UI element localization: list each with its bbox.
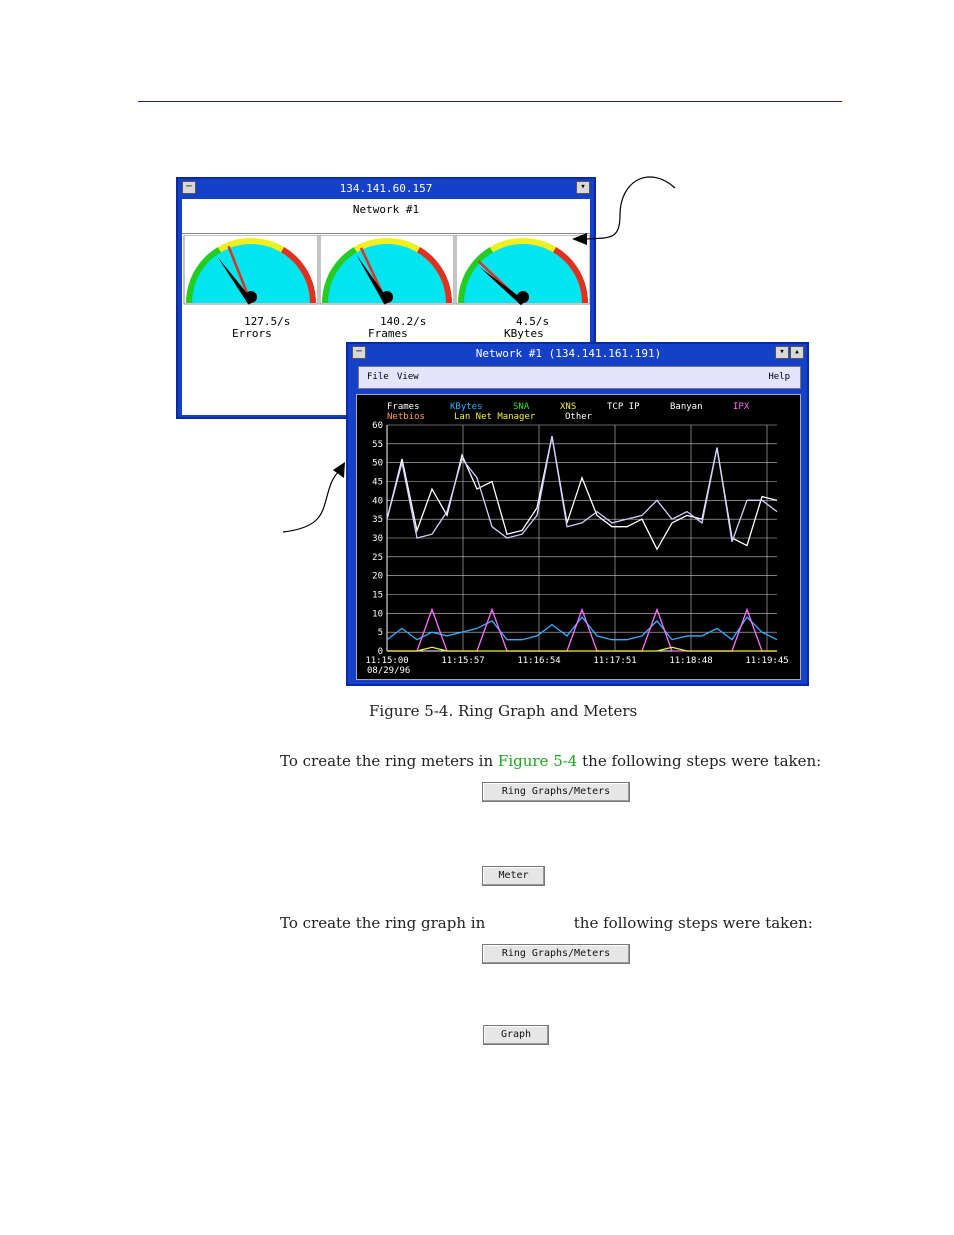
y-tick-label: 25	[372, 552, 383, 563]
y-tick-label: 40	[372, 496, 383, 507]
meter-window-title: 134.141.60.157	[339, 182, 433, 195]
x-tick-label: 11:15:57	[441, 656, 485, 666]
x-tick-label: 11:15:00	[365, 656, 409, 666]
date-label: 08/29/96	[367, 666, 411, 676]
series-line-kbytes	[387, 617, 777, 640]
legend-item: Other	[565, 412, 593, 422]
menu-bar	[358, 366, 801, 389]
gauge-frames-label: Frames	[368, 327, 408, 340]
legend-item: SNA	[513, 402, 530, 412]
gauge-kbytes-value: 4.5/s	[516, 315, 550, 328]
graph-window	[346, 342, 809, 686]
callout-arrowhead-meters	[572, 233, 587, 245]
x-tick-label: 11:19:45	[745, 656, 789, 666]
ring-graphs-meters-button[interactable]: Ring Graphs/Meters	[482, 782, 630, 802]
y-tick-label: 0	[377, 647, 383, 657]
graph-panel	[356, 394, 801, 680]
y-tick-label: 50	[372, 458, 383, 469]
y-tick-label: 20	[372, 571, 383, 582]
gauge-errors-label: Errors	[232, 327, 272, 340]
para1-text-before: To create the ring meters in	[280, 752, 498, 770]
x-tick-label: 11:18:48	[669, 656, 713, 666]
legend-item: Frames	[387, 402, 420, 412]
minimize-button[interactable]: ▾	[576, 181, 590, 194]
gauge-errors-value: 127.5/s	[244, 315, 291, 328]
callout-arrow-graph	[283, 470, 340, 532]
graph-window-title: Network #1 (134.141.161.191)	[475, 347, 662, 360]
window-menu-button[interactable]: ─	[352, 346, 366, 359]
ring-graphs-meters-button[interactable]: Ring Graphs/Meters	[482, 944, 630, 964]
legend-item: Banyan	[670, 402, 703, 412]
legend-item: Lan Net Manager	[454, 412, 536, 422]
para1-text-after: the following steps were taken:	[577, 752, 822, 770]
network-label: Network #1	[352, 203, 420, 216]
x-tick-label: 11:17:51	[593, 656, 637, 666]
y-tick-label: 45	[372, 477, 383, 488]
para2-text-before: To create the ring graph in	[280, 914, 491, 932]
y-tick-label: 30	[372, 534, 383, 544]
menu-file[interactable]: File	[367, 372, 389, 382]
menu-help[interactable]: Help	[768, 372, 790, 382]
callout-arrow-meters	[584, 177, 675, 239]
legend-item: Netbios	[387, 412, 425, 422]
graph-button[interactable]: Graph	[483, 1025, 549, 1045]
series-line-other	[387, 436, 777, 541]
y-tick-label: 10	[372, 609, 383, 620]
legend-item: IPX	[733, 402, 750, 412]
gauge-frames-value: 140.2/s	[380, 315, 427, 328]
paragraph-ring-graph	[280, 914, 813, 932]
x-tick-label: 11:16:54	[517, 656, 561, 666]
window-menu-button[interactable]: ─	[182, 181, 196, 194]
legend-item: TCP IP	[607, 402, 640, 412]
legend-item: KBytes	[450, 402, 483, 412]
figure-caption: Figure 5-4. Ring Graph and Meters	[369, 702, 638, 720]
paragraph-ring-meters	[280, 752, 821, 770]
y-tick-label: 35	[372, 515, 383, 526]
y-tick-label: 55	[372, 439, 383, 450]
minimize-button[interactable]: ▾	[775, 346, 789, 359]
maximize-button[interactable]: ▴	[790, 346, 804, 359]
para2-text-after: the following steps were taken:	[569, 914, 813, 932]
y-tick-label: 60	[372, 421, 383, 431]
y-tick-label: 15	[372, 590, 383, 601]
meter-button[interactable]: Meter	[482, 866, 545, 886]
graph-window-titlebar[interactable]	[350, 346, 787, 362]
ring-graph-chart	[357, 395, 800, 679]
y-tick-label: 5	[377, 628, 383, 639]
menu-view[interactable]: View	[397, 372, 419, 382]
legend-item: XNS	[560, 402, 577, 412]
figure-link[interactable]: Figure 5-4	[497, 752, 578, 770]
gauge-kbytes-label: KBytes	[504, 327, 544, 340]
